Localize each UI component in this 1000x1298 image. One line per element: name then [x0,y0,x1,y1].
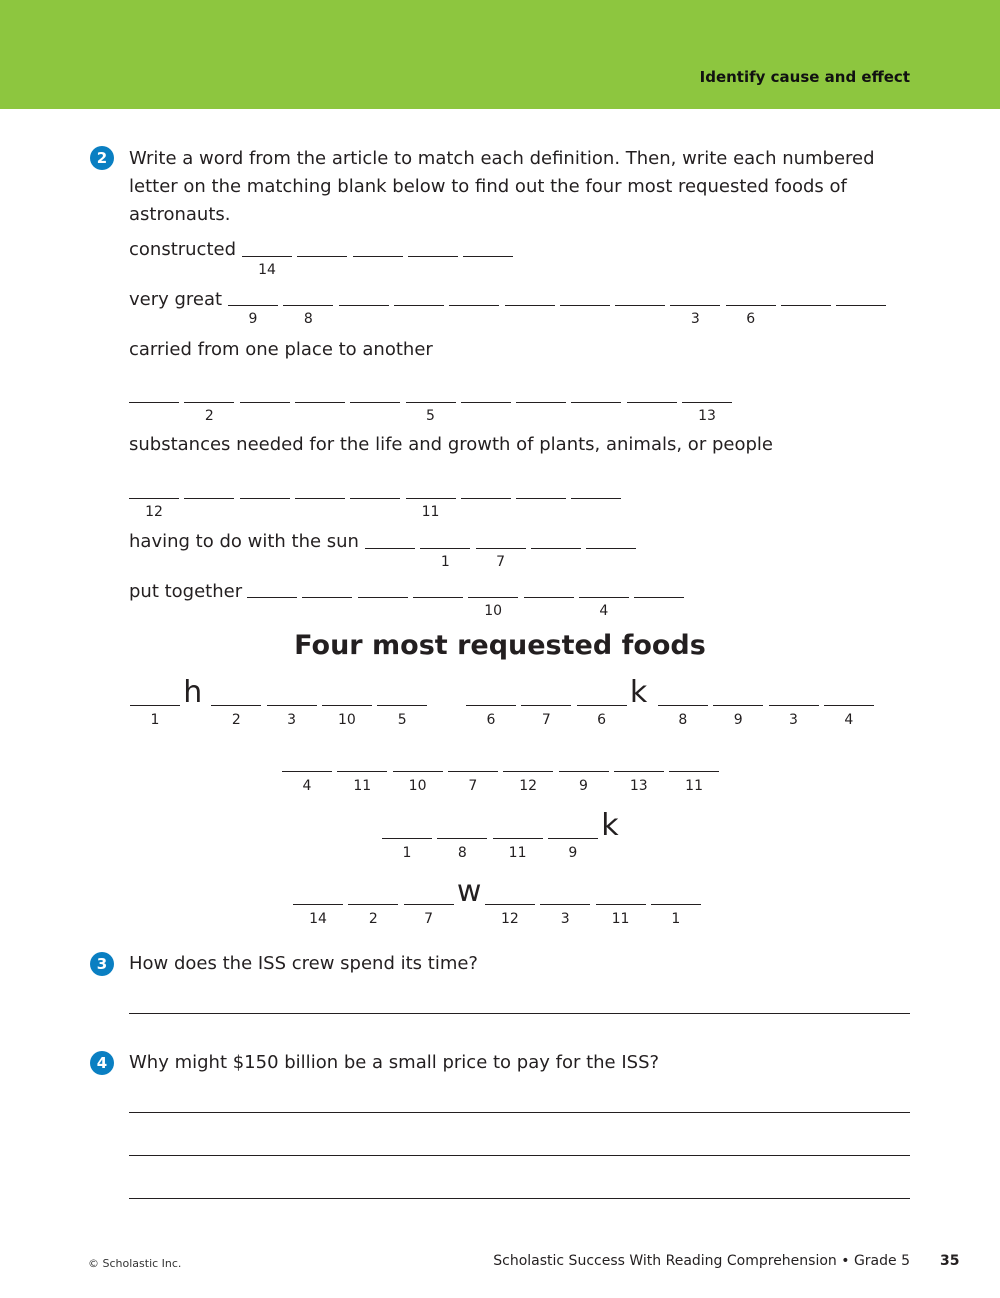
definition-label: put together [129,581,243,602]
letter-number: 13 [629,778,648,794]
letter-blank[interactable] [516,498,566,499]
letter-blank[interactable] [293,904,343,905]
letter-number: 6 [597,712,607,728]
letter-blank[interactable] [240,498,290,499]
letter-blank[interactable] [394,305,444,306]
letter-number: 3 [690,311,700,327]
letter-blank[interactable] [485,904,535,905]
foods-heading: Four most requested foods [294,630,706,661]
book-title: Scholastic Success With Reading Comprehension • Grade 5 [493,1253,910,1269]
letter-blank[interactable] [461,498,511,499]
definition-label: having to do with the sun [129,531,359,552]
letter-number: 3 [287,712,297,728]
letter-blank[interactable] [503,771,553,772]
letter-number: 12 [500,911,519,927]
letter-number: 9 [579,778,588,794]
letter-blank[interactable] [524,597,574,598]
letter-blank[interactable] [559,771,609,772]
letter-blank[interactable] [129,402,179,403]
letter-blank[interactable] [282,771,332,772]
letter-number: 14 [258,262,276,278]
letter-blank[interactable] [247,597,297,598]
letter-blank[interactable] [461,402,511,403]
letter-blank[interactable] [350,498,400,499]
letter-blank[interactable] [267,705,317,706]
letter-blank[interactable] [548,838,598,839]
letter-blank[interactable] [586,548,636,549]
skill-label: Identify cause and effect [699,68,910,86]
given-letter: w [456,874,482,909]
letter-blank[interactable] [413,597,463,598]
letter-blank[interactable] [713,705,763,706]
letter-number: 7 [424,911,434,927]
letter-blank[interactable] [377,705,427,706]
letter-blank[interactable] [437,838,487,839]
letter-blank[interactable] [404,904,454,905]
letter-number: 6 [746,311,756,327]
letter-number: 5 [426,408,435,424]
letter-number: 3 [560,911,570,927]
question-3-text: How does the ISS crew spend its time? [129,953,478,974]
letter-blank[interactable] [577,705,627,706]
letter-number: 7 [496,554,506,570]
letter-number: 1 [150,712,160,728]
letter-number: 12 [145,504,163,520]
letter-blank[interactable] [726,305,776,306]
letter-blank[interactable] [468,597,518,598]
answer-line[interactable] [129,1198,910,1199]
letter-blank[interactable] [682,402,732,403]
letter-blank[interactable] [129,498,179,499]
letter-blank[interactable] [353,256,403,257]
letter-blank[interactable] [540,904,590,905]
letter-number: 4 [844,712,854,728]
letter-number: 1 [671,911,681,927]
letter-number: 12 [519,778,538,794]
letter-blank[interactable] [781,305,831,306]
letter-blank[interactable] [242,256,292,257]
letter-number: 7 [541,712,551,728]
letter-number: 9 [248,311,258,327]
letter-number: 11 [353,778,372,794]
letter-blank[interactable] [348,904,398,905]
header-band [0,0,1000,109]
letter-blank[interactable] [295,498,345,499]
answer-line[interactable] [129,1155,910,1156]
letter-blank[interactable] [337,771,387,772]
letter-blank[interactable] [769,705,819,706]
letter-blank[interactable] [350,402,400,403]
letter-number: 4 [302,778,312,794]
letter-blank[interactable] [516,402,566,403]
letter-number: 3 [789,712,798,728]
letter-blank[interactable] [393,771,443,772]
letter-number: 8 [457,845,467,861]
given-letter: h [183,675,203,710]
letter-number: 11 [685,778,703,794]
letter-blank[interactable] [406,402,456,403]
letter-blank[interactable] [211,705,261,706]
letter-blank[interactable] [240,402,290,403]
letter-blank[interactable] [614,771,664,772]
letter-blank[interactable] [339,305,389,306]
given-letter: k [601,808,619,843]
letter-blank[interactable] [579,597,629,598]
letter-blank[interactable] [658,705,708,706]
letter-blank[interactable] [358,597,408,598]
letter-number: 4 [599,603,609,619]
definition-label: constructed [129,239,237,260]
letter-blank[interactable] [596,904,646,905]
letter-blank[interactable] [449,305,499,306]
letter-number: 2 [368,911,378,927]
letter-blank[interactable] [365,548,415,549]
letter-number: 1 [440,554,450,570]
letter-number: 11 [421,504,440,520]
letter-number: 5 [397,712,407,728]
letter-blank[interactable] [406,498,456,499]
letter-blank[interactable] [466,705,516,706]
letter-blank[interactable] [184,402,234,403]
letter-blank[interactable] [297,256,347,257]
letter-number: 10 [484,603,503,619]
letter-blank[interactable] [322,705,372,706]
letter-blank[interactable] [448,771,498,772]
letter-number: 9 [568,845,578,861]
letter-blank[interactable] [295,402,345,403]
letter-blank[interactable] [493,838,543,839]
letter-blank[interactable] [184,498,234,499]
letter-number: 1 [402,845,412,861]
answer-line[interactable] [129,1112,910,1113]
letter-blank[interactable] [627,402,677,403]
letter-number: 6 [486,712,496,728]
letter-blank[interactable] [228,305,278,306]
question-4-badge: 4 [90,1051,114,1075]
letter-blank[interactable] [476,548,526,549]
letter-blank[interactable] [670,305,720,306]
letter-number: 2 [204,408,214,424]
answer-line[interactable] [129,1013,910,1014]
letter-blank[interactable] [824,705,874,706]
letter-blank[interactable] [408,256,458,257]
definition-label: very great [129,289,223,310]
letter-number: 13 [698,408,716,424]
letter-blank[interactable] [836,305,886,306]
letter-blank[interactable] [571,498,621,499]
letter-blank[interactable] [615,305,665,306]
letter-number: 14 [309,911,327,927]
copyright: © Scholastic Inc. [88,1257,182,1270]
letter-number: 9 [733,712,743,728]
letter-blank[interactable] [571,402,621,403]
question-2-instructions: Write a word from the article to match each definition. Then, write each numbered letter on the matching blank below to find out the four most requested foods of astronauts. [129,148,875,225]
question-2-badge: 2 [90,146,114,170]
letter-blank[interactable] [302,597,352,598]
question-3-badge: 3 [90,952,114,976]
letter-number: 10 [408,778,427,794]
letter-number: 10 [337,712,356,728]
letter-blank[interactable] [560,305,610,306]
letter-number: 11 [611,911,630,927]
letter-blank[interactable] [531,548,581,549]
letter-blank[interactable] [651,904,701,905]
letter-blank[interactable] [634,597,684,598]
letter-blank[interactable] [669,771,719,772]
letter-blank[interactable] [463,256,513,257]
definition-label: carried from one place to another [129,339,433,360]
given-letter: k [629,675,648,710]
letter-number: 2 [231,712,241,728]
letter-number: 8 [303,311,313,327]
letter-number: 8 [678,712,688,728]
letter-blank[interactable] [505,305,555,306]
definition-label: substances needed for the life and growth of plants, animals, or people [129,434,773,455]
page-number: 35 [940,1253,960,1269]
question-4-text: Why might $150 billion be a small price to pay for the ISS? [129,1052,660,1073]
letter-blank[interactable] [521,705,571,706]
letter-blank[interactable] [420,548,470,549]
letter-blank[interactable] [382,838,432,839]
letter-blank[interactable] [130,705,180,706]
letter-number: 7 [468,778,478,794]
letter-blank[interactable] [283,305,333,306]
letter-number: 11 [508,845,527,861]
